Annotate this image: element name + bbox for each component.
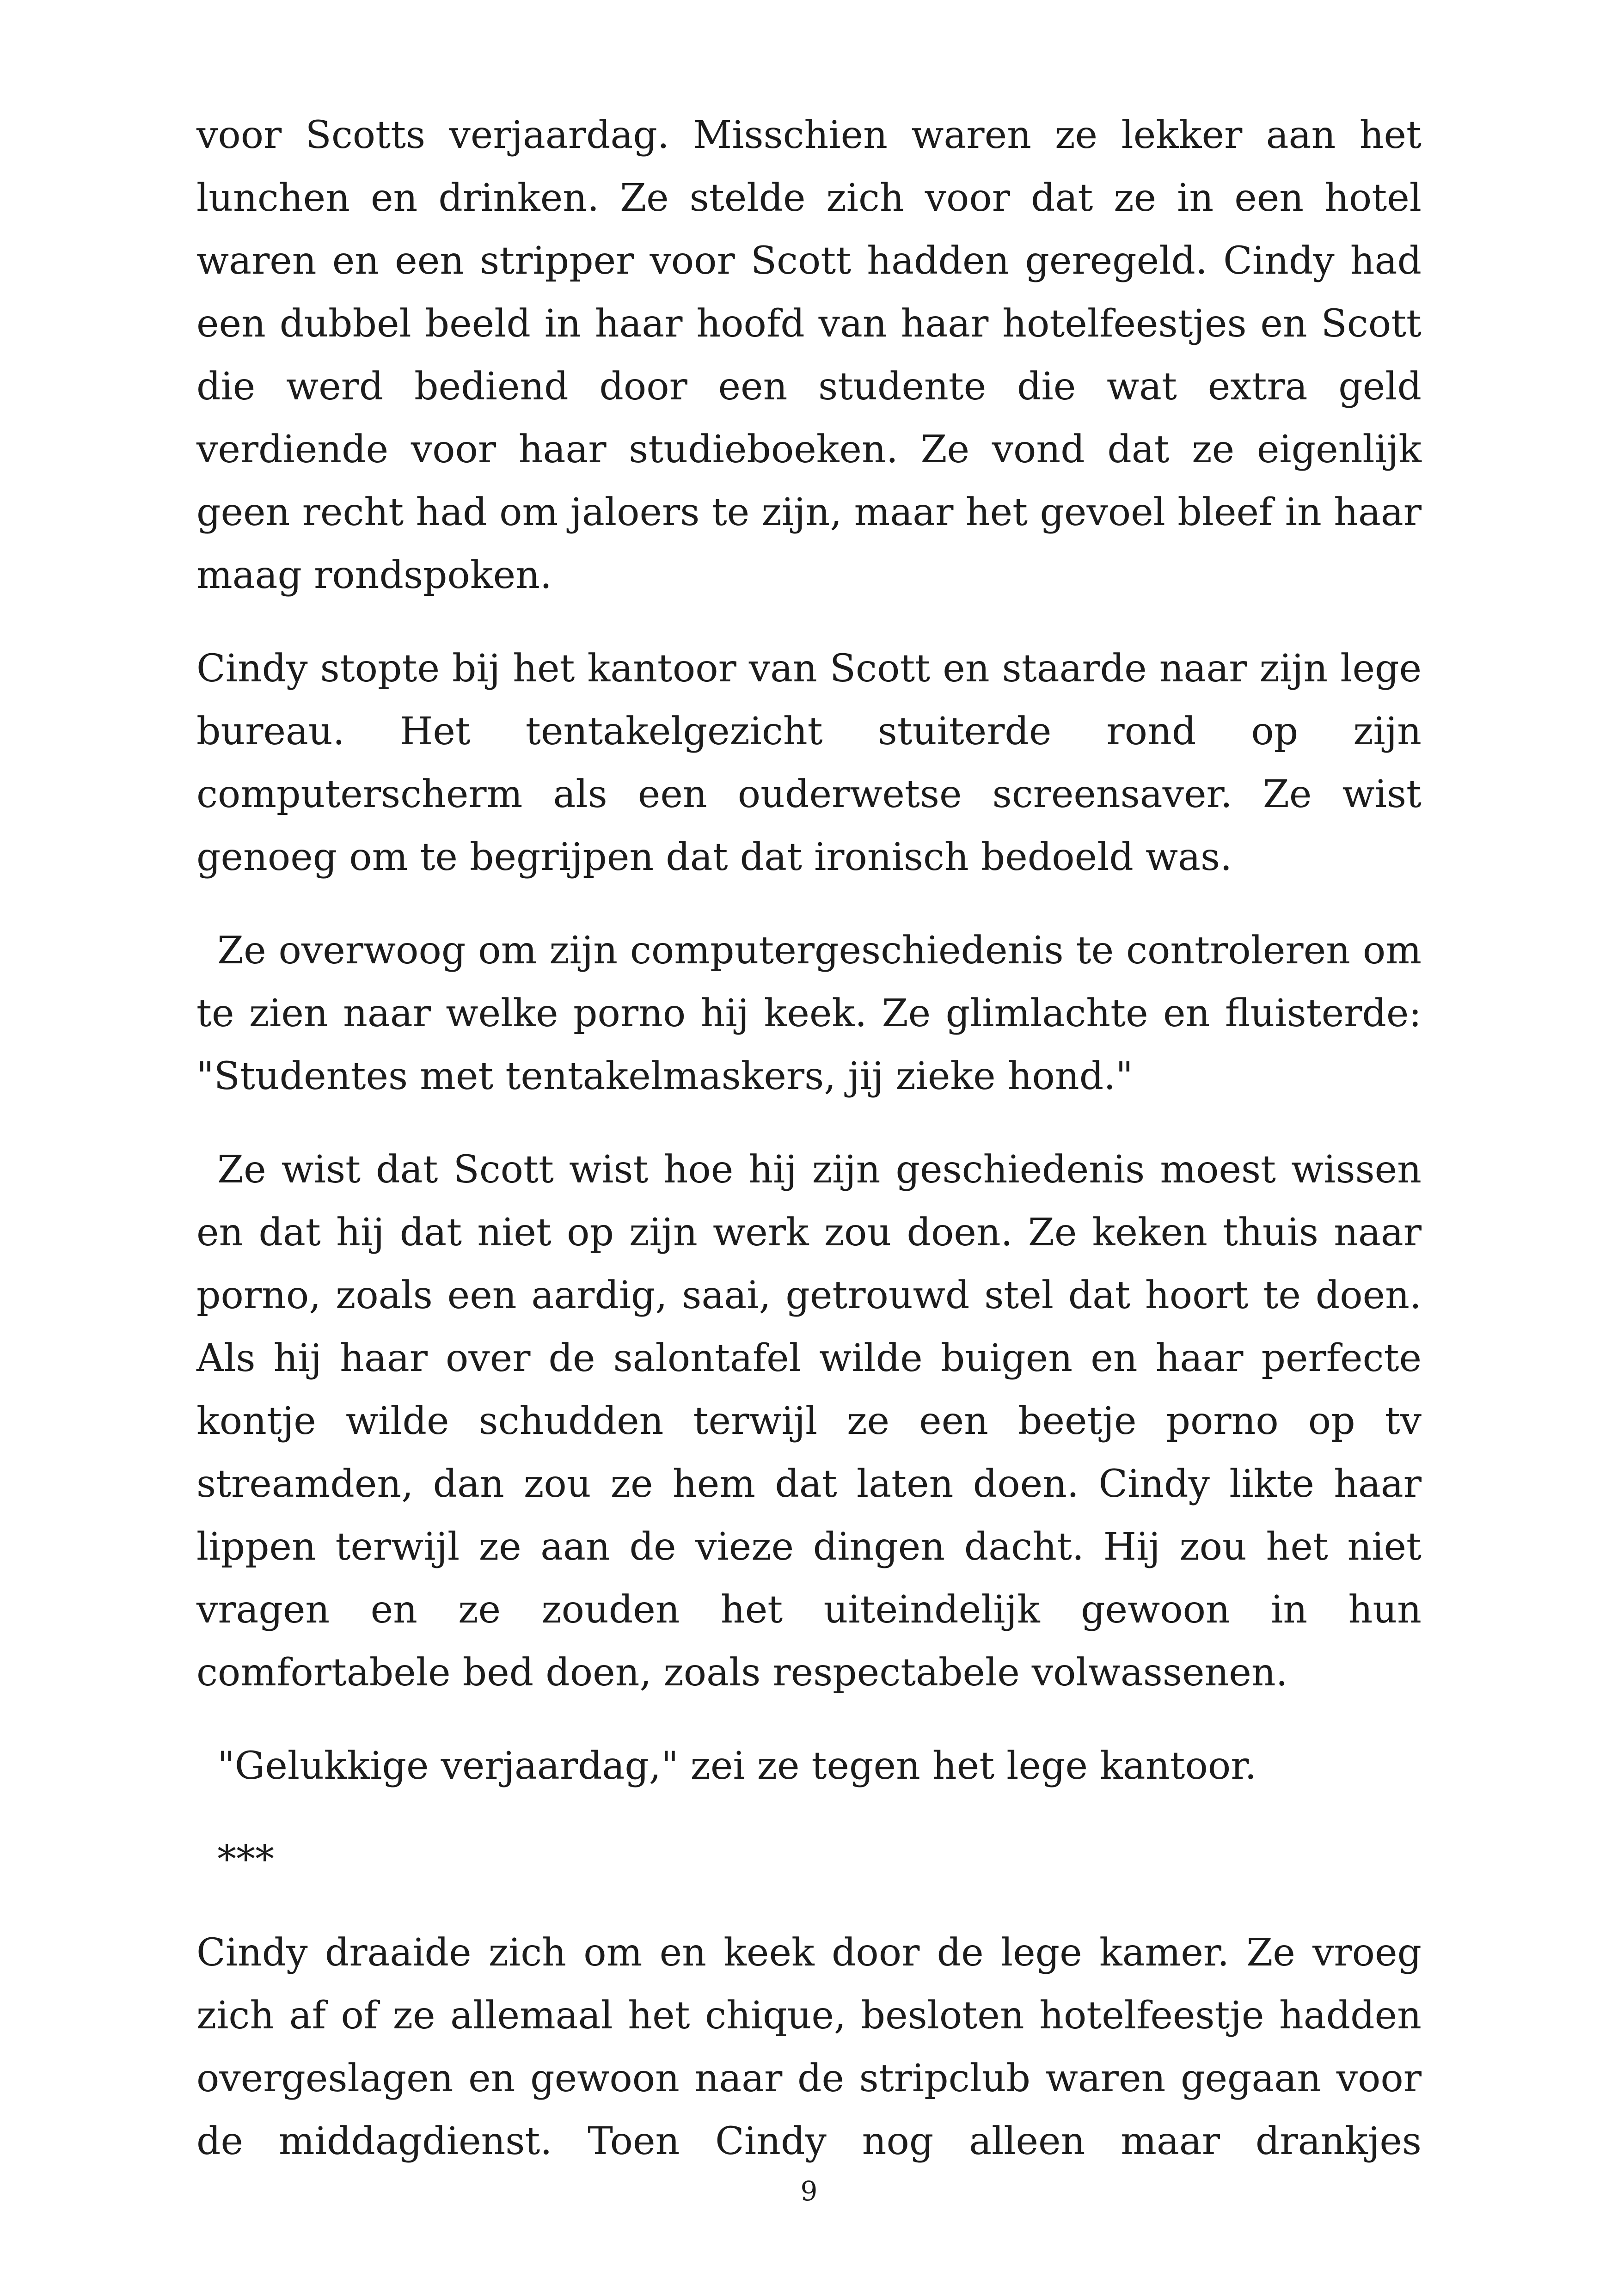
paragraph-2: Cindy stopte bij het kantoor van Scott en staarde naar zijn lege bureau. Het tentakelgezicht stuiterde rond op zijn computerscherm als een ouderwetse screensaver. Ze wist genoeg om te begrijpen dat dat ironisch bedoeld was. [196, 647, 1422, 879]
paragraph-3: Ze overwoog om zijn computergeschiedenis te controleren om te zien naar welke porno hij keek. Ze glimlachte en fluisterde: "Studentes met tentakelmaskers, jij zieke hond." [196, 929, 1422, 1098]
paragraph-4: Ze wist dat Scott wist hoe hij zijn geschiedenis moest wissen en dat hij dat niet op zijn werk zou doen. Ze keken thuis naar porno, zoals een aardig, saai, getrouwd stel dat hoort te doen. Als hij haar over de salontafel wilde buigen en haar perfecte kontje wilde schudden terwijl ze een beetje porno op tv streamden, dan zou ze hem dat laten doen. Cindy likte haar lippen terwijl ze aan de vieze dingen dacht. Hij zou het niet vragen en ze zouden het uiteindelijk gewoon in hun comfortabele bed doen, zoals respectabele volwassenen. [196, 1148, 1422, 1695]
scene-break: *** [217, 1837, 275, 1881]
paragraph-6: Cindy draaide zich om en keek door de lege kamer. Ze vroeg zich af of ze allemaal het chique, besloten hotelfeestje hadden overgeslagen en gewoon naar de stripclub waren gegaan voor de middagdienst. Toen Cindy nog alleen maar drankjes [196, 1931, 1422, 2163]
page-number: 9 [800, 2175, 818, 2207]
body-text [196, 104, 1422, 2173]
paragraph-5: "Gelukkige verjaardag," zei ze tegen het lege kantoor. [217, 1744, 1257, 1788]
paragraph-1: voor Scotts verjaardag. Misschien waren ze lekker aan het lunchen en drinken. Ze stelde zich voor dat ze in een hotel waren en een stripper voor Scott hadden geregeld. Cindy had een dubbel beeld in haar hoofd van haar hotelfeestjes en Scott die werd bediend door een studente die wat extra geld verdiende voor haar studieboeken. Ze vond dat ze eigenlijk geen recht had om jaloers te zijn, maar het gevoel bleef in haar maag rondspoken. [196, 113, 1422, 597]
